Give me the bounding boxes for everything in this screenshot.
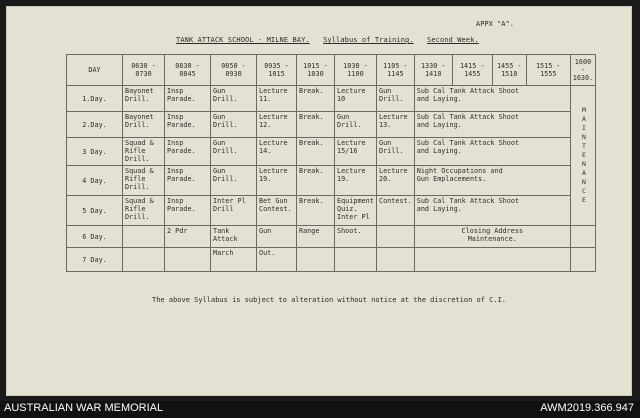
table-row xyxy=(67,166,596,196)
header-cell: 0830 - 0845 xyxy=(165,55,211,86)
table-cell: Lecture 19. xyxy=(335,166,377,196)
vertical-letter: N xyxy=(582,178,586,186)
table-cell xyxy=(570,248,595,272)
table-cell: Equipment Quiz. Inter Pl xyxy=(335,196,377,226)
vertical-letter: N xyxy=(582,160,586,168)
table-cell: Insp Parade. xyxy=(165,196,211,226)
table-cell: Inter Pl Drill xyxy=(211,196,257,226)
table-cell: Lecture 15/16 xyxy=(335,138,377,166)
table-cell: Bet Gun Contest. xyxy=(257,196,297,226)
table-cell: Night Occupations and Gun Emplacements. xyxy=(414,166,570,196)
table-cell: Insp Parade. xyxy=(165,86,211,112)
day-cell: 7 Day. xyxy=(67,248,123,272)
table-cell: Gun Drill. xyxy=(211,112,257,138)
table-cell xyxy=(570,226,595,248)
table-cell: Gun Drill. xyxy=(211,86,257,112)
table-cell: Lecture 10 xyxy=(335,86,377,112)
header-cell: 1600 - 1630. xyxy=(570,55,595,86)
table-cell: Break. xyxy=(297,112,335,138)
archive-footer xyxy=(0,401,640,418)
vertical-letter: M xyxy=(582,106,586,114)
title-week: Second Week. xyxy=(427,36,479,44)
day-cell: 1.Day. xyxy=(67,86,123,112)
title-syllabus: Syllabus of Training. xyxy=(323,36,414,44)
table-cell xyxy=(165,248,211,272)
table-cell: Gun xyxy=(257,226,297,248)
table-row xyxy=(67,248,596,272)
table-cell: Contest. xyxy=(377,196,415,226)
day-cell: 2.Day. xyxy=(67,112,123,138)
table-cell: Insp Parade. xyxy=(165,138,211,166)
header-cell: 0850 - 0930 xyxy=(211,55,257,86)
table-cell: Squad & Rifle Drill. xyxy=(123,138,165,166)
table-cell: Lecture 13. xyxy=(377,112,415,138)
header-cell: 1455 - 1510 xyxy=(492,55,526,86)
table-row xyxy=(67,112,596,138)
archive-name: AUSTRALIAN WAR MEMORIAL xyxy=(4,402,164,414)
table-cell: Lecture 14. xyxy=(257,138,297,166)
header-row xyxy=(67,55,596,86)
page-title xyxy=(176,36,488,44)
header-cell: 1515 - 1555 xyxy=(526,55,570,86)
syllabus-table xyxy=(66,54,596,272)
table-cell: 2 Pdr xyxy=(165,226,211,248)
title-school: TANK ATTACK SCHOOL - MILNE BAY. xyxy=(176,36,310,44)
appendix-label: APPX "A". xyxy=(476,20,514,28)
table-cell: Bayonet Drill. xyxy=(123,86,165,112)
table-cell: Gun Drill. xyxy=(335,112,377,138)
vertical-letter: A xyxy=(582,169,586,177)
table-cell: Lecture 12. xyxy=(257,112,297,138)
table-cell: Sub Cal Tank Attack Shoot and Laying. xyxy=(414,86,570,112)
table-cell xyxy=(335,248,377,272)
table-cell xyxy=(123,226,165,248)
vertical-letter: A xyxy=(582,115,586,123)
table-cell: Gun Drill. xyxy=(211,138,257,166)
table-cell: Break. xyxy=(297,166,335,196)
table-row xyxy=(67,226,596,248)
table-cell: Lecture 19. xyxy=(257,166,297,196)
table-cell: Out. xyxy=(257,248,297,272)
table-cell: Break. xyxy=(297,196,335,226)
table-cell: Gun Drill. xyxy=(377,138,415,166)
document-page xyxy=(6,6,632,396)
header-cell: 0630 - 0730 xyxy=(123,55,165,86)
table-cell: Break. xyxy=(297,138,335,166)
vertical-letter: E xyxy=(582,196,586,204)
header-cell: 1330 - 1410 xyxy=(414,55,452,86)
table-cell: Gun Drill. xyxy=(211,166,257,196)
table-cell: Shoot. xyxy=(335,226,377,248)
alteration-note: The above Syllabus is subject to alteration without notice at the discretion of C.I. xyxy=(152,296,507,304)
table-cell xyxy=(414,248,570,272)
table-cell: Insp Parade. xyxy=(165,112,211,138)
table-row xyxy=(67,138,596,166)
day-cell: 4 Day. xyxy=(67,166,123,196)
table-cell: Lecture 20. xyxy=(377,166,415,196)
vertical-letter: T xyxy=(582,142,586,150)
table-cell: Gun Drill. xyxy=(377,86,415,112)
vertical-letter: N xyxy=(582,133,586,141)
header-cell: 1105 - 1145 xyxy=(377,55,415,86)
table-cell: Bayonet Drill. xyxy=(123,112,165,138)
day-cell: 3 Day. xyxy=(67,138,123,166)
maintenance-vertical-text xyxy=(580,106,588,205)
table-cell: Sub Cal Tank Attack Shoot and Laying. xyxy=(414,196,570,226)
table-cell xyxy=(377,248,415,272)
table-cell xyxy=(377,226,415,248)
table-cell: Tank Attack xyxy=(211,226,257,248)
table-cell: March xyxy=(211,248,257,272)
header-cell: 1030 - 1100 xyxy=(335,55,377,86)
table-cell xyxy=(123,248,165,272)
day-cell: 6 Day. xyxy=(67,226,123,248)
header-cell: 1415 - 1455 xyxy=(452,55,492,86)
header-cell: DAY xyxy=(67,55,123,86)
vertical-letter: I xyxy=(582,124,586,132)
table-cell: Sub Cal Tank Attack Shoot and Laying. xyxy=(414,138,570,166)
archive-id: AWM2019.366.947 xyxy=(540,402,634,414)
table-cell: Lecture 11. xyxy=(257,86,297,112)
table-cell xyxy=(297,248,335,272)
header-cell: 0935 - 1015 xyxy=(257,55,297,86)
table-cell: Break. xyxy=(297,86,335,112)
table-row xyxy=(67,86,596,112)
vertical-letter: E xyxy=(582,151,586,159)
day-cell: 5 Day. xyxy=(67,196,123,226)
table-row xyxy=(67,196,596,226)
header-cell: 1015 - 1030 xyxy=(297,55,335,86)
table-cell: Insp Parade. xyxy=(165,166,211,196)
table-cell: Squad & Rifle Drill. xyxy=(123,166,165,196)
vertical-letter: C xyxy=(582,187,586,195)
table-cell: Squad & Rifle Drill. xyxy=(123,196,165,226)
table-cell: Range xyxy=(297,226,335,248)
table-cell: Closing Address Maintenance. xyxy=(414,226,570,248)
table-cell: Sub Cal Tank Attack Shoot and Laying. xyxy=(414,112,570,138)
